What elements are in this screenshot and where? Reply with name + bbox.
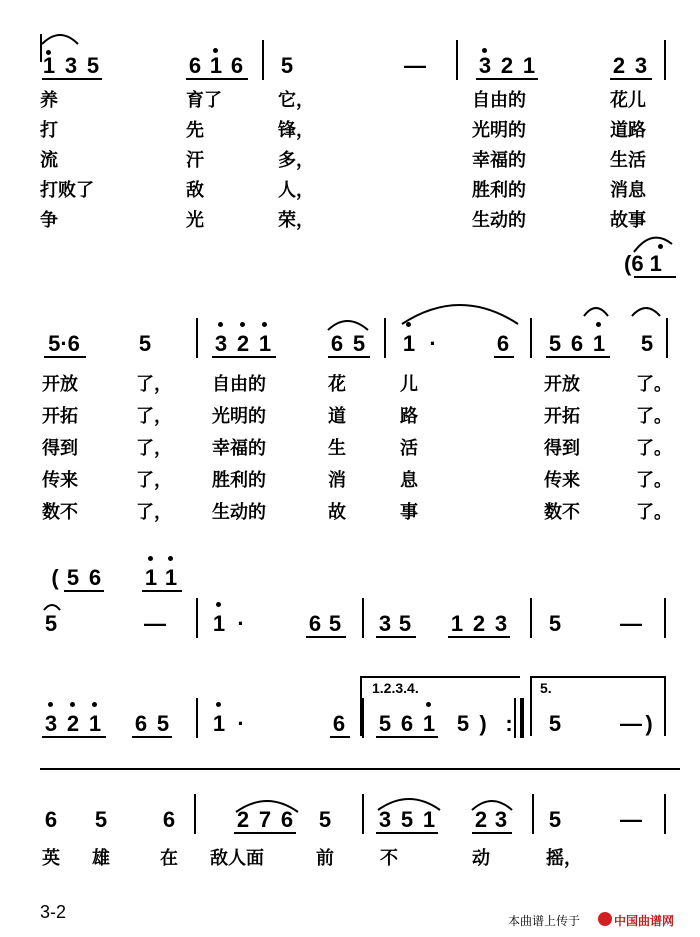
repeat-barline	[520, 698, 524, 738]
barline	[196, 318, 198, 358]
lyric: 敌	[186, 180, 204, 201]
lyric: 先	[186, 120, 204, 141]
lyric: 自由的	[212, 374, 266, 395]
barline	[532, 794, 534, 834]
repeat-barline	[514, 698, 516, 738]
lyric: 开放	[544, 374, 580, 395]
note: 3	[494, 807, 508, 832]
lyric: 锋，	[278, 120, 314, 141]
barline	[456, 40, 458, 80]
lyric: 消	[328, 470, 346, 491]
note: 6	[280, 807, 294, 832]
note: 1	[592, 331, 606, 356]
note: 3	[478, 53, 492, 78]
note: 5	[66, 565, 80, 590]
note: 3	[214, 331, 228, 356]
barline	[664, 794, 666, 834]
note: —	[620, 611, 642, 636]
lyric: 它，	[278, 90, 314, 111]
lyric: 生动的	[212, 502, 266, 523]
lyric: 养	[40, 90, 58, 111]
note: 3	[494, 611, 508, 636]
note: 1	[402, 331, 416, 356]
note: —	[404, 53, 426, 78]
barline	[384, 318, 386, 358]
barline	[262, 40, 264, 80]
volta-2-bracket	[530, 676, 666, 678]
lyric: 活	[400, 438, 418, 459]
note: 1	[422, 711, 436, 736]
note: 6	[496, 331, 510, 356]
note: 5	[138, 331, 152, 356]
barline	[362, 794, 364, 834]
note: 5	[280, 53, 294, 78]
lyric: 敌人面	[210, 848, 264, 869]
lyric: 得到	[544, 438, 580, 459]
volta-1-bracket	[360, 676, 520, 678]
lyric: 光	[186, 210, 204, 231]
lyric: 雄	[92, 848, 110, 869]
lyric: 花	[328, 374, 346, 395]
lyric: 了。	[636, 438, 672, 459]
lyric: 英	[42, 848, 60, 869]
lyric: 了，	[136, 502, 172, 523]
lyric: 得到	[42, 438, 78, 459]
lyric: 在	[160, 848, 178, 869]
note: 5	[640, 331, 654, 356]
note: 5	[548, 807, 562, 832]
page-number: 3-2	[40, 902, 67, 922]
slur	[326, 316, 370, 332]
note: 5·6	[48, 331, 80, 356]
note: 5	[548, 711, 562, 736]
note: ·	[237, 711, 245, 736]
note: 3	[64, 53, 78, 78]
note: 5	[400, 807, 414, 832]
barline	[664, 598, 666, 638]
note: 6	[332, 711, 346, 736]
lyric: 数不	[544, 502, 580, 523]
lyric: 打	[40, 120, 58, 141]
lyric: 了。	[636, 470, 672, 491]
note: —	[144, 611, 166, 636]
slur	[400, 296, 520, 326]
note: 1	[450, 611, 464, 636]
lyric: 了。	[636, 406, 672, 427]
lyric: 息	[400, 470, 418, 491]
volta-2-label: 5.	[540, 680, 552, 696]
barline	[666, 318, 668, 358]
note: 6	[88, 565, 102, 590]
lyric: 开拓	[42, 406, 78, 427]
note: 1	[258, 331, 272, 356]
lyric: 花儿	[610, 90, 646, 111]
lyric: 动	[472, 848, 490, 869]
lyric: 人，	[278, 180, 314, 201]
barline	[196, 698, 198, 738]
note: 2	[472, 611, 486, 636]
barline	[530, 598, 532, 638]
lyric: 路	[400, 406, 418, 427]
note: 6	[330, 331, 344, 356]
note: 1	[42, 53, 56, 78]
note: 1	[212, 611, 226, 636]
barline	[362, 598, 364, 638]
note: 3	[44, 711, 58, 736]
lyric: 前	[316, 848, 334, 869]
note: ·	[237, 611, 245, 636]
lyric: 光明的	[472, 120, 526, 141]
lyric: 传来	[544, 470, 580, 491]
note: 6	[308, 611, 322, 636]
note: 5	[44, 611, 58, 636]
lyric: 了。	[636, 502, 672, 523]
paren: )	[645, 711, 653, 736]
note: 6	[570, 331, 584, 356]
note: 1	[212, 711, 226, 736]
lyric: 道路	[610, 120, 646, 141]
note: 5	[156, 711, 170, 736]
note: 5	[398, 611, 412, 636]
note: 2	[66, 711, 80, 736]
lyric: 了。	[636, 374, 672, 395]
site-name[interactable]: 中国曲谱网	[614, 914, 675, 928]
lyric: 幸福的	[472, 150, 526, 171]
note: 1	[522, 53, 536, 78]
pickup-notes: (6 1	[624, 251, 662, 276]
note: 6	[134, 711, 148, 736]
lyric: 生动的	[472, 210, 526, 231]
lyric: 打败了	[40, 180, 94, 201]
lyric: 育了	[186, 90, 222, 111]
lyric: 幸福的	[212, 438, 266, 459]
note: 1	[164, 565, 178, 590]
note: 3	[378, 807, 392, 832]
note: 2	[236, 807, 250, 832]
note: 1	[422, 807, 436, 832]
lyric: 摇，	[546, 848, 582, 869]
lyric: 自由的	[472, 90, 526, 111]
barline	[196, 598, 198, 638]
note: ·	[429, 331, 437, 356]
note: 5	[378, 711, 392, 736]
lyric: 数不	[42, 502, 78, 523]
note: —	[620, 807, 642, 832]
note: 5	[318, 807, 332, 832]
barline	[362, 698, 364, 738]
note: 2	[474, 807, 488, 832]
lyric: 了，	[136, 470, 172, 491]
note: 7	[258, 807, 272, 832]
note: 2	[612, 53, 626, 78]
lyric: 胜利的	[472, 180, 526, 201]
lyric: 消息	[610, 180, 646, 201]
site-logo-icon	[598, 912, 612, 926]
note: 6	[400, 711, 414, 736]
paren: (	[51, 565, 59, 590]
note: 6	[162, 807, 176, 832]
lyric: 光明的	[212, 406, 266, 427]
lyric: 了，	[136, 406, 172, 427]
lyric: 汗	[186, 150, 204, 171]
lyric: 事	[400, 502, 418, 523]
note: 5	[548, 611, 562, 636]
lyric: 了，	[136, 438, 172, 459]
lyric: 流	[40, 150, 58, 171]
barline	[530, 318, 532, 358]
uploader-note: 本曲谱上传于	[508, 914, 581, 928]
lyric: 胜利的	[212, 470, 266, 491]
lyric: 争	[40, 210, 58, 231]
note: 3	[634, 53, 648, 78]
lyric: 儿	[400, 374, 418, 395]
lyric: 不	[380, 848, 398, 869]
note: —	[620, 711, 642, 736]
slur	[40, 30, 80, 46]
lyric: 了，	[136, 374, 172, 395]
note: 1	[88, 711, 102, 736]
slur	[630, 304, 662, 318]
barline	[664, 40, 666, 80]
note: 2	[236, 331, 250, 356]
note: 5	[86, 53, 100, 78]
lyric: 开拓	[544, 406, 580, 427]
note: 6	[188, 53, 202, 78]
lyric: 故	[328, 502, 346, 523]
note: 1	[209, 53, 223, 78]
repeat-dots: :	[505, 711, 513, 736]
note: 2	[500, 53, 514, 78]
lyric: 道	[328, 406, 346, 427]
lyric: 故事	[610, 210, 646, 231]
lyric: 生活	[610, 150, 646, 171]
lyric: 开放	[42, 374, 78, 395]
lyric: 多，	[278, 150, 314, 171]
note: 5	[328, 611, 342, 636]
divider	[40, 768, 680, 770]
volta-1-label: 1.2.3.4.	[372, 680, 419, 696]
note: 5	[352, 331, 366, 356]
lyric: 荣，	[278, 210, 314, 231]
note: 5	[548, 331, 562, 356]
lyric: 生	[328, 438, 346, 459]
note: 3	[378, 611, 392, 636]
note: 5	[94, 807, 108, 832]
note: 1	[144, 565, 158, 590]
note: 6	[44, 807, 58, 832]
lyric: 传来	[42, 470, 78, 491]
note: 5	[456, 711, 470, 736]
note: 6	[230, 53, 244, 78]
barline	[194, 794, 196, 834]
slur	[582, 304, 610, 318]
paren: )	[479, 711, 487, 736]
